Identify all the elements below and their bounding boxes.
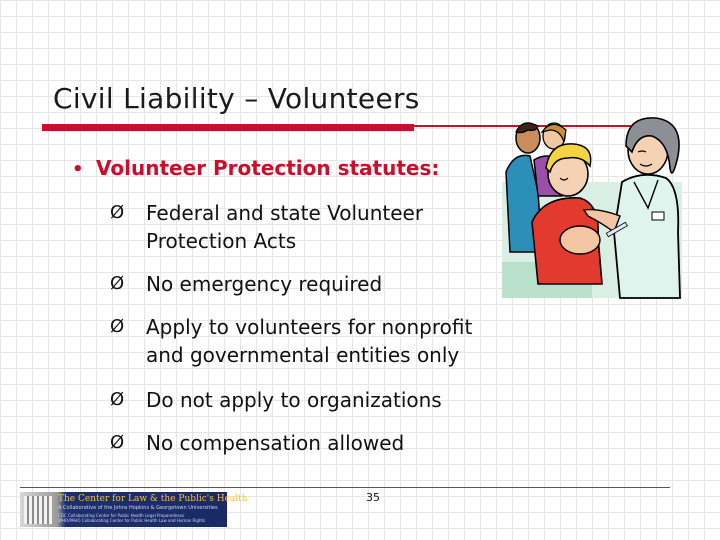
arrow-bullet-icon: Ø	[110, 316, 125, 337]
logo-fine-line: CDC Collaborating Center for Public Health Legal Preparedness	[58, 513, 185, 518]
footer-logo	[20, 492, 248, 527]
sub-item-3	[110, 313, 472, 369]
sub-item-text: Federal and state Volunteer Protection Acts	[146, 201, 424, 253]
sub-item-1	[110, 199, 423, 255]
sub-item-4	[110, 386, 442, 414]
logo-fine-line: WHO/PAHO Collaborating Center for Public Health Law and Human Rights	[58, 518, 206, 523]
arrow-bullet-icon: Ø	[110, 273, 125, 294]
footer-divider	[20, 487, 670, 488]
main-bullet-text: Volunteer Protection statutes:	[96, 156, 440, 180]
arrow-bullet-icon: Ø	[110, 432, 125, 453]
sub-item-5	[110, 429, 404, 457]
title-underline-thick	[42, 124, 414, 131]
logo-title: The Center for Law & the Public's Health	[58, 494, 248, 504]
sub-item-2	[110, 270, 382, 298]
page-number: 35	[366, 491, 380, 504]
bullet-dot-icon: •	[72, 159, 84, 180]
sub-item-text: Apply to volunteers for nonprofit and governmental entities only	[146, 315, 473, 367]
logo-fine-print	[58, 513, 205, 523]
logo-subtitle: A Collaborative of the Johns Hopkins & Georgetown Universities	[58, 505, 218, 511]
sub-item-text: Do not apply to organizations	[146, 388, 442, 412]
pillars-icon	[24, 496, 52, 524]
sub-item-text: No compensation allowed	[146, 431, 405, 455]
sub-item-text: No emergency required	[146, 272, 383, 296]
arrow-bullet-icon: Ø	[110, 389, 125, 410]
slide-title: Civil Liability – Volunteers	[53, 82, 420, 115]
arrow-bullet-icon: Ø	[110, 202, 125, 223]
nurse-patient-clipart-icon	[502, 112, 682, 298]
main-bullet	[72, 156, 439, 180]
